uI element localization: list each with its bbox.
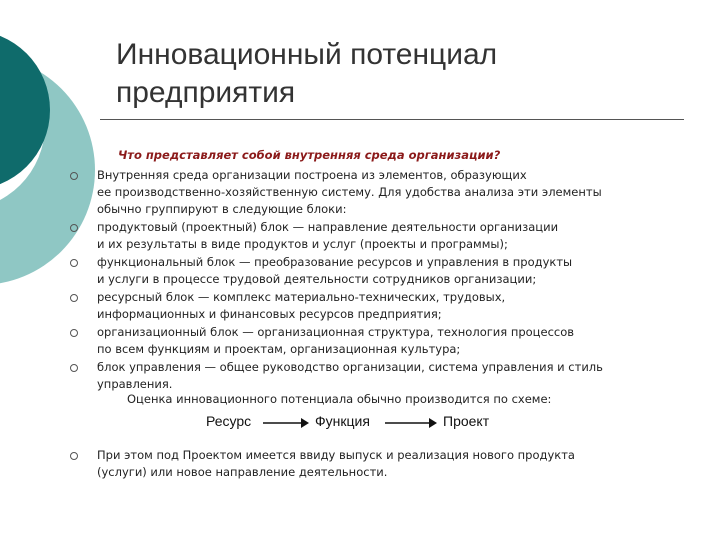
bullet-circle-icon [70, 452, 78, 460]
bullet-circle-icon [70, 294, 78, 302]
list-item: При этом под Проектом имеется ввиду выпуск и реализация нового продукта (услуги) или новое направление деятельности. [97, 447, 667, 481]
scheme-step-function: Функция [315, 413, 370, 429]
scheme-step-resource: Ресурс [206, 413, 252, 429]
scheme-intro: Оценка инновационного потенциала обычно производится по схеме: [127, 392, 552, 406]
list-item: ресурсный блок — комплекс материально-технических, трудовых, информационных и финансовых ресурсов предприятия; [97, 289, 667, 323]
bullet-circle-icon [70, 172, 78, 180]
bullet-circle-icon [70, 224, 78, 232]
list-item: блок управления — общее руководство организации, система управления и стиль управления. [97, 359, 667, 393]
list-item: Внутренняя среда организации построена из элементов, образующих ее производственно-хозяйственную систему. Для удобства анализа эти элементы обычно группируют в следующие блоки: [97, 167, 667, 219]
list-item: функциональный блок — преобразование ресурсов и управления в продукты и услуги в процессе трудовой деятельности сотрудников организации; [97, 254, 667, 288]
scheme-step-project: Проект [443, 413, 490, 429]
title-divider [100, 119, 684, 120]
bullet-circle-icon [70, 329, 78, 337]
scheme-diagram [0, 410, 720, 436]
list-item: продуктовый (проектный) блок — направление деятельности организации и их результаты в виде продуктов и услуг (проекты и программы); [97, 219, 667, 253]
slide-title [116, 36, 676, 112]
arrow-right-icon [385, 417, 437, 429]
title-line-1: Инновационный потенциал [116, 38, 498, 71]
title-line-2: предприятия [116, 76, 296, 109]
bullet-circle-icon [70, 259, 78, 267]
decorative-circles [0, 0, 100, 300]
bullet-circle-icon [70, 364, 78, 372]
list-item: организационный блок — организационная структура, технология процессов по всем функциям и проектам, организационная культура; [97, 324, 667, 358]
arrow-right-icon [263, 417, 309, 429]
slide-subtitle: Что представляет собой внутренняя среда организации? [118, 148, 501, 162]
